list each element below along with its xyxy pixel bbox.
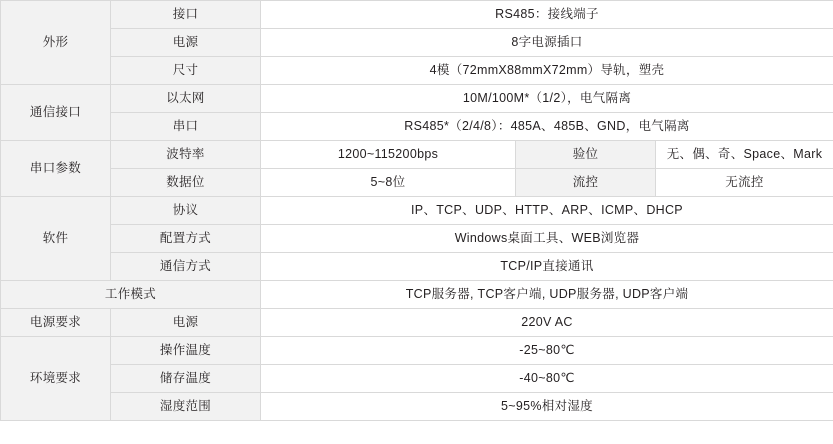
category-cell: 通信接口 [1, 85, 111, 141]
label-cell: 串口 [111, 113, 261, 141]
category-cell: 软件 [1, 197, 111, 281]
label-cell: 储存温度 [111, 365, 261, 393]
table-row [1, 393, 833, 421]
value-cell: RS485：接线端子 [261, 1, 833, 29]
value-cell: TCP/IP直接通讯 [261, 253, 833, 281]
value-cell: 5~95%相对湿度 [261, 393, 833, 421]
category-cell: 电源要求 [1, 309, 111, 337]
label-cell: 电源 [111, 29, 261, 57]
label-cell: 湿度范围 [111, 393, 261, 421]
value-cell: 4模（72mmX88mmX72mm）导轨，塑壳 [261, 57, 833, 85]
table-row [1, 1, 833, 29]
value-cell-secondary: 无、偶、奇、Space、Mark [656, 141, 833, 169]
table-row [1, 365, 833, 393]
table-row [1, 197, 833, 225]
label-cell: 数据位 [111, 169, 261, 197]
value-cell: -40~80℃ [261, 365, 833, 393]
table-row [1, 29, 833, 57]
category-cell-wide: 工作模式 [1, 281, 261, 309]
value-cell: 220V AC [261, 309, 833, 337]
value-cell: -25~80℃ [261, 337, 833, 365]
label-cell-secondary: 流控 [516, 169, 656, 197]
label-cell: 协议 [111, 197, 261, 225]
table-row [1, 309, 833, 337]
table-row [1, 85, 833, 113]
value-cell: 1200~115200bps [261, 141, 516, 169]
label-cell: 通信方式 [111, 253, 261, 281]
table-row [1, 225, 833, 253]
value-cell: 5~8位 [261, 169, 516, 197]
table-row [1, 169, 833, 197]
value-cell: 10M/100M*（1/2），电气隔离 [261, 85, 833, 113]
label-cell: 配置方式 [111, 225, 261, 253]
category-cell: 环境要求 [1, 337, 111, 421]
label-cell: 操作温度 [111, 337, 261, 365]
label-cell-secondary: 验位 [516, 141, 656, 169]
label-cell: 接口 [111, 1, 261, 29]
label-cell: 波特率 [111, 141, 261, 169]
label-cell: 以太网 [111, 85, 261, 113]
value-cell: RS485*（2/4/8）：485A、485B、GND，电气隔离 [261, 113, 833, 141]
label-cell: 尺寸 [111, 57, 261, 85]
table-row [1, 57, 833, 85]
table-row [1, 253, 833, 281]
value-cell: 8字电源插口 [261, 29, 833, 57]
table-row [1, 141, 833, 169]
table-body [1, 1, 833, 421]
table-row [1, 281, 833, 309]
table-row [1, 337, 833, 365]
value-cell: Windows桌面工具、WEB浏览器 [261, 225, 833, 253]
label-cell: 电源 [111, 309, 261, 337]
category-cell: 串口参数 [1, 141, 111, 197]
table-row [1, 113, 833, 141]
value-cell: TCP服务器, TCP客户端, UDP服务器, UDP客户端 [261, 281, 833, 309]
category-cell: 外形 [1, 1, 111, 85]
value-cell-secondary: 无流控 [656, 169, 833, 197]
value-cell: IP、TCP、UDP、HTTP、ARP、ICMP、DHCP [261, 197, 833, 225]
